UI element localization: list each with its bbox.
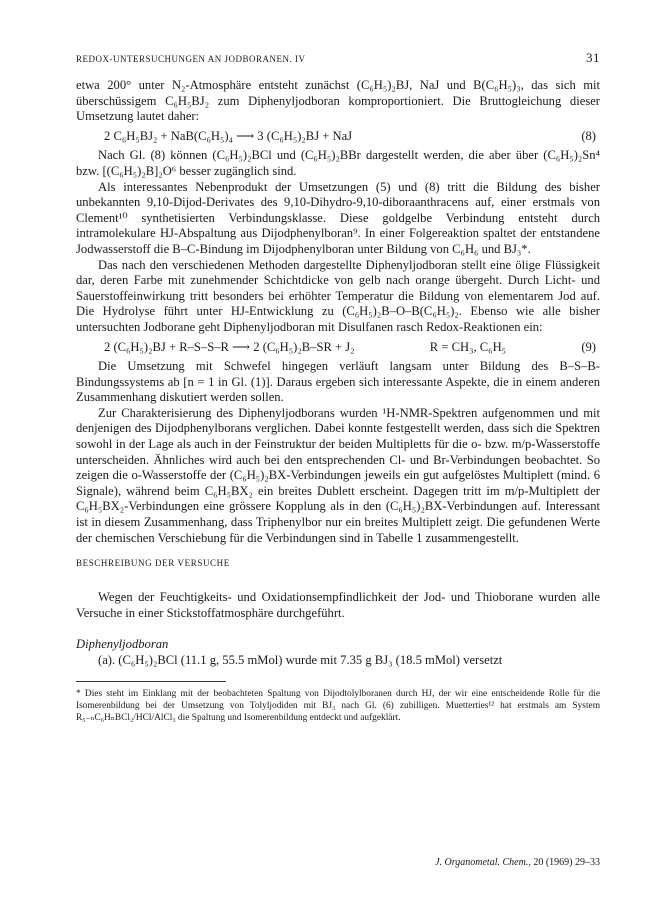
journal-citation (76, 857, 600, 868)
paragraph-1: etwa 200° unter N₂-Atmosphäre entsteht zunächst (C₆H₅)₂BJ, NaJ und B(C₆H₅)₃, das sich mit überschüssigem C₆H₅BJ₂ zum Diphenyljodboran komproportioniert. Die Bruttogleichung dieser Umsetzung lautet daher: (76, 78, 600, 124)
section-heading: BESCHREIBUNG DER VERSUCHE (76, 558, 230, 569)
equation-8-formula: 2 C₆H₅BJ₂ + NaB(C₆H₅)₄ ⟶ 3 (C₆H₅)₂BJ + NaJ (104, 128, 353, 143)
page-number: 31 (586, 50, 600, 65)
running-header (76, 50, 600, 66)
running-title: REDOX-UNTERSUCHUNGEN AN JODBORANEN. IV (76, 54, 306, 64)
equation-9-number: (9) (581, 339, 596, 354)
subsection-paragraph: (a). (C₆H₅)₂BCl (11.1 g, 55.5 mMol) wurde mit 7.35 g BJ₃ (18.5 mMol) versetzt (98, 653, 503, 667)
equation-9-formula: 2 (C₆H₅)₂BJ + R–S–S–R ⟶ 2 (C₆H₅)₂B–SR + J₂ (104, 339, 355, 354)
page-body (76, 50, 600, 724)
paragraph-3: Als interessantes Nebenprodukt der Umsetzungen (5) und (8) tritt die Bildung des bisher unbekannten 9,10-Dijod-Derivates des 9,10-Dihydro-9,10-diboraanthracens auf, einer erstmals von Clement¹⁰ synthetisierten Verbindungsklasse. Diese goldgelbe Verbindung entsteht durch intramolekulare HJ-Abspaltung aus Dijodphenylboran⁹. In einer Folgereaktion spaltet der entstandene Jodwasserstoff die B–C-Bindung im Dijodphenylboran unter Bildung von C₆H₆ und BJ₃*. (76, 179, 600, 256)
paragraph-2: Nach Gl. (8) können (C₆H₅)₂BCl und (C₆H₅)₂BBr dargestellt werden, die aber über (C₆H₅)₂Sn⁴ bzw. [(C₆H₅)₂B]₂O⁶ besser zugänglich sind. (76, 148, 600, 178)
paragraph-4: Das nach den verschiedenen Methoden dargestellte Diphenyljodboran stellt eine ölige Flüssigkeit dar, deren Farbe mit zunehmender Schichtdicke von gelb nach orange übergeht. Durch Licht- und Sauerstoffeinwirkung tritt besonders bei erhöhter Temperatur die Bildung von elementarem Jod auf. Die Hydrolyse führt unter HJ-Entwicklung zu (C₆H₅)₂B–O–B(C₆H₅)₂. Ebenso wie alle bisher untersuchten Jodborane geht Diphenyljodboran mit Disulfanen rasch Redox-Reaktionen ein: (76, 257, 600, 334)
subsection-heading: Diphenyljodboran (76, 637, 169, 652)
equation-8 (76, 129, 600, 145)
footnote-rule (76, 681, 226, 682)
journal-ref: 20 (1969) 29–33 (533, 857, 600, 868)
journal-name: J. Organometal. Chem., (435, 857, 531, 868)
footnote: * Dies steht im Einklang mit der beobachteten Spaltung von Dijodtolylboranen durch HJ, der wir eine entscheidende Rolle für die Isomerenbildung bei der Umsetzung von Tolyljodiden mit BJ₃ nach Gl. (6) zubilligen. Muetterties¹² hat erstmals am System R₅₋ₙC₆HₙBCl₂/HCl/AlCl₃ die Spaltung und Isomerenbildung entdeckt und aufgeklärt. (76, 688, 600, 723)
paragraph-6: Zur Charakterisierung des Diphenyljodborans wurden ¹H-NMR-Spektren aufgenommen und mit denjenigen des Dijodphenylborans verglichen. Dabei konnte festgestellt werden, dass sich die Spektren sowohl in der Lage als auch in der Feinstruktur der beiden Multipletts für die o- bzw. m/p-Wasserstoffe unterscheiden. Ähnliches wird auch bei den entsprechenden Cl- und Br-Verbindungen beobachtet. So zeigen die o-Wasserstoffe der (C₆H₅)₂BX-Verbindungen jeweils ein gut aufgelöstes Multiplett (mind. 6 Signale), während beim C₆H₅BX₂ ein breites Dublett erscheint. Dagegen tritt im m/p-Multiplett der C₆H₅BX₂-Verbindungen eine grössere Kopplung als in den (C₆H₅)₂BX-Verbindungen auf. Interessant ist in diesem Zusammenhang, dass Triphenylbor nur ein breites Multiplett zeigt. Die gefundenen Werte der chemischen Verschiebung für die Verbindungen sind in Tabelle 1 zusammengestellt. (76, 405, 600, 545)
equation-9 (76, 340, 600, 356)
section-paragraph: Wegen der Feuchtigkeits- und Oxidationsempfindlichkeit der Jod- und Thioborane wurden alle Versuche in einer Stickstoffatmosphäre durchgeführt. (76, 590, 600, 620)
equation-9-condition: R = CH₃, C₆H₅ (429, 339, 507, 354)
paragraph-5: Die Umsetzung mit Schwefel hingegen verläuft langsam unter Bildung des B–S–B-Bindungssystems ab [n = 1 in Gl. (1)]. Daraus ergeben sich interessante Aspekte, die in einem anderen Zusammenhang diskutiert werden sollen. (76, 359, 600, 405)
equation-8-number: (8) (581, 128, 596, 143)
